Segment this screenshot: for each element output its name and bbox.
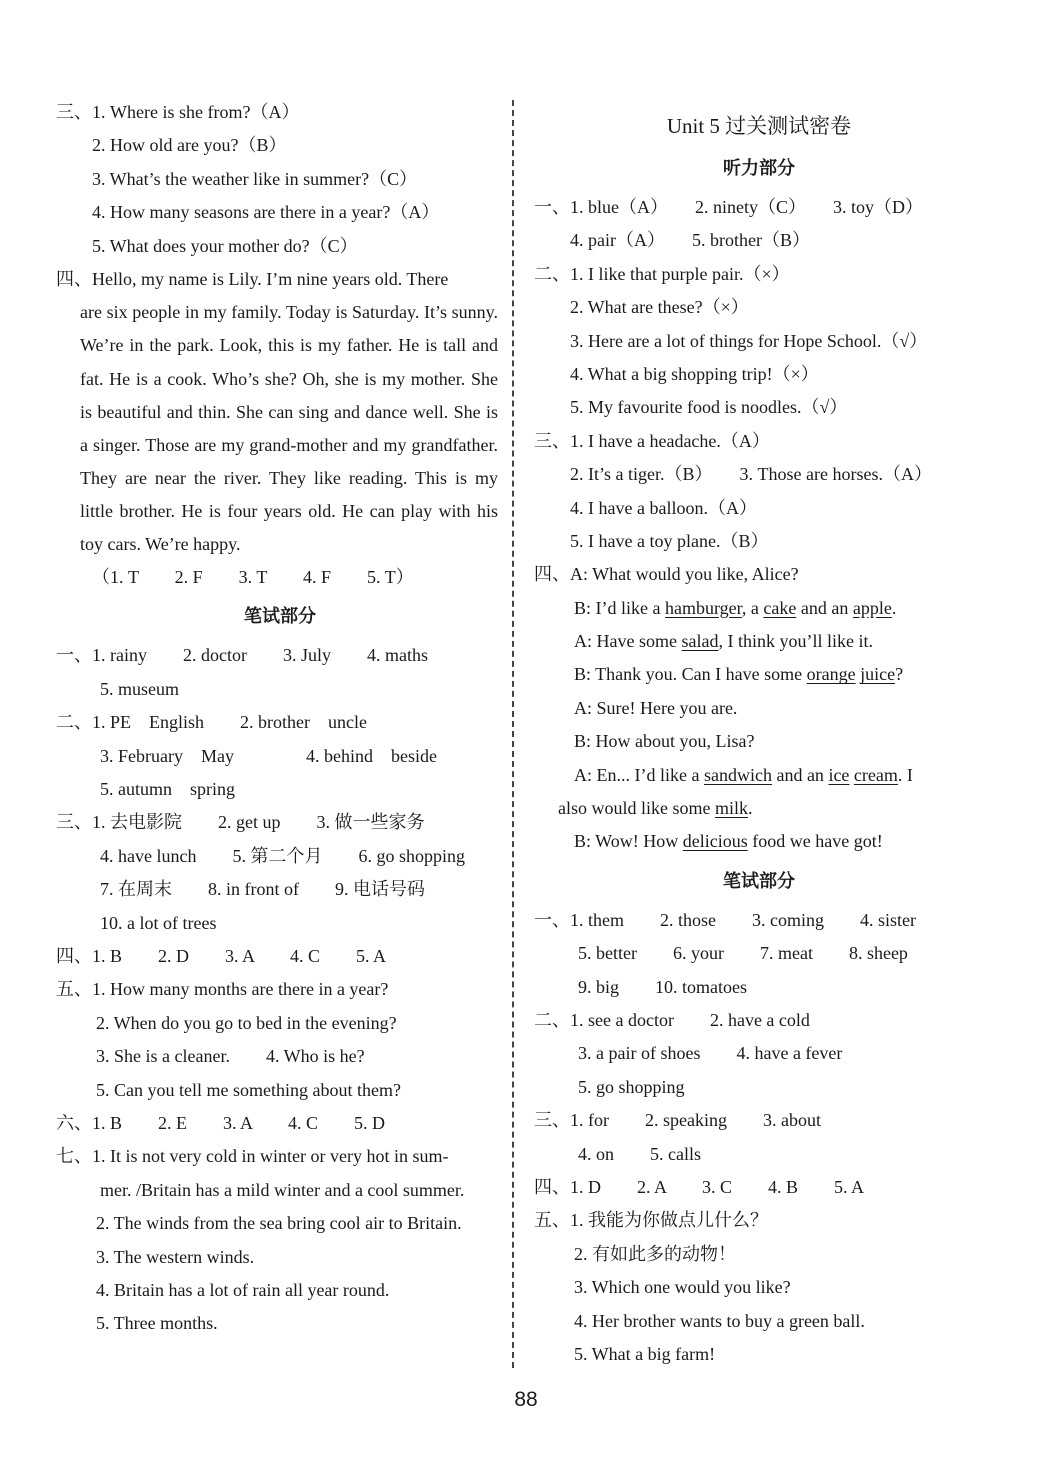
answer-word-sandwich: sandwich (703, 764, 772, 785)
left-s3-line-5: 5. What does your mother do?（C） (92, 235, 358, 256)
text-segment: B: I’d like a (574, 597, 665, 618)
right-s4-line-5: A: Sure! Here you are. (574, 697, 738, 718)
text-segment: A: En... I’d like a (574, 764, 704, 785)
right-w3-line-1: 三、1. for 2. speaking 3. about (534, 1110, 821, 1131)
right-s2-line-1: 二、1. I like that purple pair.（×） (534, 263, 790, 284)
left-w7-line-5: 4. Britain has a lot of rain all year round. (96, 1279, 390, 1300)
left-w1-line-2: 5. museum (100, 678, 179, 699)
right-w5-line-4: 4. Her brother wants to buy a green ball. (574, 1310, 865, 1331)
left-w7-line-1: 七、1. It is not very cold in winter or very hot in sum- (56, 1146, 449, 1167)
text-segment: , I think you’ll like it. (718, 631, 873, 652)
right-s2-line-3: 3. Here are a lot of things for Hope School.（√） (570, 330, 928, 351)
right-s3-line-1: 三、1. I have a headache.（A） (534, 430, 770, 451)
right-s1-line-2: 4. pair（A） 5. brother（B） (570, 230, 810, 251)
right-s4-line-1: 四、A: What would you like, Alice? (534, 564, 799, 585)
left-w7-line-2: mer. /Britain has a mild winter and a cool summer. (100, 1179, 465, 1200)
answer-word-cake: cake (763, 597, 797, 618)
right-s1-line-1: 一、1. blue（A） 2. ninety（C） 3. toy（D） (534, 197, 923, 217)
left-w7-line-6: 5. Three months. (96, 1313, 218, 1334)
answer-word-salad: salad (681, 631, 719, 652)
right-s4-line-4 (534, 658, 984, 691)
answer-word-delicious: delicious (682, 831, 748, 852)
text-segment: . (748, 798, 753, 819)
text-segment: . I (897, 764, 913, 785)
right-w2-line-2: 3. a pair of shoes 4. have a fever (578, 1043, 843, 1064)
left-w5-line-2: 2. When do you go to bed in the evening? (96, 1012, 397, 1033)
text-segment: and an (771, 764, 829, 785)
right-w3-line-2: 4. on 5. calls (578, 1143, 701, 1164)
right-written-heading: 笔试部分 (723, 870, 795, 892)
left-w5-line-4: 5. Can you tell me something about them? (96, 1079, 401, 1100)
column-divider (512, 100, 514, 1368)
right-w1-line-2: 5. better 6. your 7. meat 8. sheep (578, 943, 908, 964)
left-s3-line-1: 三、1. Where is she from?（A） (56, 102, 300, 122)
answer-word-milk: milk (714, 798, 748, 819)
left-w5-line-3: 3. She is a cleaner. 4. Who is he? (96, 1046, 365, 1067)
right-s3-line-4: 5. I have a toy plane.（B） (570, 530, 769, 551)
left-w7-line-4: 3. The western winds. (96, 1246, 255, 1267)
right-w1-line-3: 9. big 10. tomatoes (578, 976, 747, 997)
left-w1-line-1: 一、1. rainy 2. doctor 3. July 4. maths (56, 645, 428, 666)
text-segment: B: Thank you. Can I have some (574, 664, 807, 685)
left-w3-line-4: 10. a lot of trees (100, 912, 217, 933)
right-listening-heading: 听力部分 (723, 158, 795, 179)
right-s2-line-5: 5. My favourite food is noodles.（√） (570, 397, 848, 418)
right-s4-line-8 (534, 792, 984, 825)
left-w5-line-1: 五、1. How many months are there in a year? (56, 979, 389, 1000)
left-s3-line-3: 3. What’s the weather like in summer?（C） (92, 168, 418, 189)
left-w2-line-2: 3. February May 4. behind beside (100, 745, 437, 766)
left-s3-line-4: 4. How many seasons are there in a year?（A） (92, 202, 440, 223)
right-s2-line-2: 2. What are these?（×） (570, 297, 749, 318)
left-w3-line-1: 三、1. 去电影院 2. get up 3. 做一些家务 (56, 812, 425, 833)
left-w3-line-2: 4. have lunch 5. 第二个月 6. go shopping (100, 845, 465, 866)
text-segment: food we have got! (747, 831, 883, 852)
right-s4-line-7 (534, 759, 984, 792)
left-w7-line-3: 2. The winds from the sea bring cool air to Britain. (96, 1213, 462, 1234)
right-w5-line-5: 5. What a big farm! (574, 1343, 716, 1364)
left-written-heading: 笔试部分 (244, 606, 316, 628)
left-s4-answers: （1. T 2. F 3. T 4. F 5. T） (92, 567, 414, 588)
right-w4-line-1: 四、1. D 2. A 3. C 4. B 5. A (534, 1176, 865, 1197)
answer-word-ice: ice (828, 764, 850, 785)
answer-word-juice: juice (860, 664, 896, 685)
answer-word-cream: cream (853, 764, 898, 785)
answer-word-apple: apple (852, 597, 892, 618)
right-s4-line-3 (534, 625, 984, 658)
right-w2-line-3: 5. go shopping (578, 1076, 685, 1097)
right-s2-line-4: 4. What a big shopping trip!（×） (570, 363, 819, 384)
left-s4-paragraph: are six people in my family. Today is Saturday. It’s sunny. We’re in the park. Look, this is my father. He is tall and fat. He is a cook. Who’s she? Oh, she is my mother. She is beautiful and thin. She can sing and dance well. She is a singer. Those are my grand-mother and my grandfather. They are near the river. They like reading. This is my little brother. He is four years old. He can play with his toy cars. We’re happy. (80, 302, 498, 554)
right-s3-line-3: 4. I have a balloon.（A） (570, 497, 757, 518)
text-segment: ? (895, 664, 904, 685)
page-number: 88 (514, 1388, 538, 1411)
right-w1-line-1: 一、1. them 2. those 3. coming 4. sister (534, 909, 916, 930)
right-w5-line-2: 2. 有如此多的动物！ (574, 1243, 736, 1264)
right-s3-line-2: 2. It’s a tiger.（B） 3. Those are horses.（A） (570, 464, 932, 485)
text-segment: . (891, 597, 897, 618)
left-w4-line-1: 四、1. B 2. D 3. A 4. C 5. A (56, 946, 387, 966)
answer-word-hamburger: hamburger (664, 597, 742, 618)
right-s4-line-9 (534, 825, 984, 858)
answer-word-orange: orange (806, 664, 856, 685)
left-w3-line-3: 7. 在周末 8. in front of 9. 电话号码 (100, 879, 425, 900)
text-segment: A: Have some (574, 631, 682, 652)
text-segment: and an (796, 597, 853, 618)
right-w2-line-1: 二、1. see a doctor 2. have a cold (534, 1009, 810, 1030)
right-w5-line-3: 3. Which one would you like? (574, 1277, 791, 1298)
right-s4-line-2 (534, 592, 984, 625)
left-s3-line-2: 2. How old are you?（B） (92, 135, 287, 156)
text-segment: B: Wow! How (574, 831, 683, 852)
right-column (534, 96, 984, 1371)
left-w2-line-3: 5. autumn spring (100, 779, 235, 800)
text-segment: also would like some (558, 798, 715, 819)
right-w5-line-1: 五、1. 我能为你做点儿什么？ (534, 1210, 768, 1231)
text-segment: , a (741, 597, 764, 618)
left-s4-first-line: 四、Hello, my name is Lily. I’m nine years old. There (56, 268, 449, 289)
left-column (56, 96, 504, 1341)
left-w6-line-1: 六、1. B 2. E 3. A 4. C 5. D (56, 1112, 386, 1133)
left-w2-line-1: 二、1. PE English 2. brother uncle (56, 712, 367, 733)
right-s4-line-6: B: How about you, Lisa? (574, 731, 755, 752)
unit-title: Unit 5 过关测试密卷 (666, 114, 852, 138)
